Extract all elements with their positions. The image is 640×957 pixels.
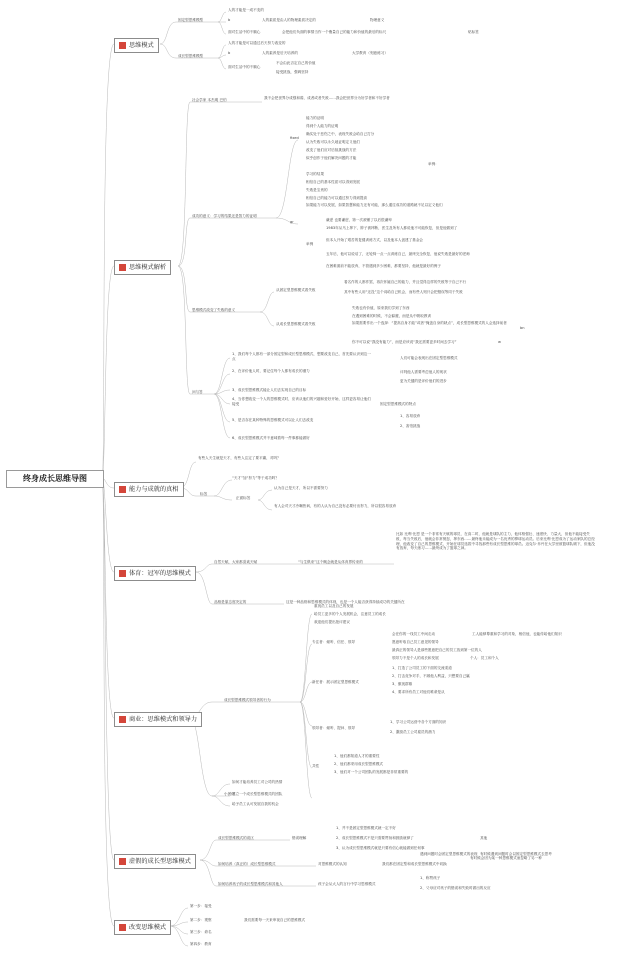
node-text[interactable]: gr	[290, 220, 294, 224]
node-text[interactable]: 自然天赋，大家都喜欢天赋	[214, 560, 258, 564]
node-text[interactable]: 从成长型思维模式看失败	[276, 322, 316, 326]
node-text[interactable]: 孩子会从大人的言行中学习思维模式	[318, 882, 376, 886]
node-text[interactable]: 其他	[480, 836, 488, 840]
node-text[interactable]: 错误理解	[292, 836, 307, 840]
node-text[interactable]: 成长型思维模式领导者的行为	[224, 698, 271, 702]
node-text[interactable]: 举例	[306, 242, 314, 246]
branch-label: 能力与成就的真相	[129, 486, 179, 493]
node-text[interactable]: 在遇到困难的时候，不会躲避，而是从中吸取教训	[352, 314, 432, 318]
branch-marker-icon	[119, 924, 126, 931]
node-text[interactable]: 1、称赞孩子	[420, 876, 441, 880]
node-text[interactable]: 正面标签	[236, 496, 251, 500]
node-text[interactable]: 新任者：展示固定型思维模式	[312, 680, 359, 684]
node-text[interactable]: 会把他们负面的事情当作一个衡量自己的能力和价值的最后的标尺	[282, 30, 387, 34]
node-text[interactable]: 五年后，他可以说话了，无轮椅一点一点训练自己，最终完全恢复，他说失败是最好的老师	[326, 252, 470, 256]
branch-marker-icon	[119, 42, 126, 49]
node-text[interactable]: 人的才能是可以通过后天努力改变的	[228, 41, 286, 45]
node-success-meaning[interactable]: 成功的意义：学习的结果还是智力的证明	[192, 214, 257, 218]
node-text[interactable]: 6、成长型思维模式并不意味着每一件事都能做好	[232, 436, 310, 440]
node-text[interactable]: b	[228, 51, 231, 55]
node-text[interactable]: 1、他们都知道人才的重要性	[334, 754, 380, 758]
node-text[interactable]: “与生俱来”这个概念就是从体育界传来的	[298, 560, 363, 564]
node-text[interactable]: 认为自己是天才，所以不需要努力	[274, 486, 328, 490]
node-text[interactable]: 得到个人能力的证明	[306, 124, 339, 128]
node-text[interactable]: 似乎创作于他们解决问题的才能	[306, 156, 357, 160]
node-text[interactable]: 但本人开始了艰苦的复健训练方式，以及他本人创建了基金会	[326, 238, 424, 242]
node-text[interactable]: 给予员工认可发展自我的机会	[232, 802, 279, 806]
node-text[interactable]: bn	[520, 326, 525, 330]
branch-marker-icon	[119, 570, 126, 577]
branch-label: 体育：冠军的思维模式	[129, 570, 191, 577]
node-text[interactable]: 5、是否存在某种特殊的思维模式可以让人们去改变	[232, 418, 314, 422]
branch-marker-icon	[119, 716, 126, 723]
node-text[interactable]: 确实处于悲伤之中，表现失败会给自己打分	[306, 132, 375, 136]
node-text[interactable]: 有时候遇到问题时会以固定型思维模式去思考	[480, 852, 552, 856]
node-text[interactable]: 重视员工以及自己的发展	[314, 604, 354, 608]
node-text[interactable]: 成长型思维模式的误区	[218, 836, 254, 840]
node-text[interactable]: 3、认为成长型思维模式就是只要有信心就能做到任何事	[336, 846, 425, 850]
branch-false-growth[interactable]	[114, 854, 196, 869]
node-text[interactable]: 失败也有价值，原来我们学到了东西	[352, 306, 410, 310]
node-text[interactable]: 3、他们对一个公司团队的发展都是非常重要的	[334, 770, 409, 774]
node-text[interactable]: 比如 比利·比恩 是一个非常有天赋的球员，在高二时，他就是球队的主力，他体格强壮、速度快、力量大，但他不能接受失败，每当失败后，他就会非常愤怒，摔东西……最终他未能成为一名优秀的棒球运动员。后来比利·比恩成为了运动家队的总经理，他改变了自己的思维模式，开始在球员选拔中寻找那些有成长型思维的球员。迈克尔·乔丹在大学里被篮球队刷下，但他没有放弃，每天练习……最终成为了篮球之神。	[396, 532, 595, 551]
node-text[interactable]: 第一步：接受	[190, 904, 212, 908]
node-text[interactable]: 1983年从马上摔下，脖子被摔断，医生及所有人都说他不可能恢复，但是他做到了	[326, 226, 458, 230]
branch-ability-truth[interactable]	[114, 482, 184, 497]
node-text[interactable]: 2、在评价他人时，要记住每个人都有成长的潜力	[232, 369, 310, 373]
node-text[interactable]: 2、父母应对孩子的错误和失败时做出的反应	[420, 886, 491, 890]
node-text[interactable]: 不会由此否定自己的价值	[276, 61, 316, 65]
node-text[interactable]: 社会学家 本杰明 巴伯	[192, 98, 227, 102]
node-text[interactable]: 2、激励员工公司雇员的潜力	[390, 730, 436, 734]
node-failure-meaning[interactable]: 思维模式改变了失败的意义	[192, 308, 236, 312]
node-text[interactable]: 遇到问题时会固定型思维模式的表现	[420, 852, 478, 856]
node-text[interactable]: 有些人天生就是天才，有些人注定了要平庸，对吗？	[198, 456, 281, 460]
node-text[interactable]: 对思维模式的认知	[318, 862, 347, 866]
branch-marker-icon	[119, 486, 126, 493]
node-text[interactable]: 1、打造了公司员工的下面的交流渠道	[392, 666, 452, 670]
node-text[interactable]: 领导者：倾听、提问、领导	[312, 726, 356, 730]
branch-mindset-analysis[interactable]	[114, 260, 171, 275]
branch-label: 思维模式	[129, 42, 154, 49]
node-text[interactable]: 面对生活中的不顺心	[228, 30, 261, 34]
node-text[interactable]: 面对生活中的不顺心	[228, 65, 261, 69]
node-text[interactable]: 改变了他们应对后续挑战的方法	[306, 148, 357, 152]
node-text[interactable]: 小团体	[224, 792, 235, 796]
node-text[interactable]: 2、他们都采用成长型思维模式	[334, 762, 384, 766]
node-text[interactable]: 有时候会因为某一种思维模式而忽略了另一种	[470, 856, 542, 860]
node-text[interactable]: 个人：员工和个人	[470, 656, 499, 660]
branch-label: 虚假的成长型思维模式	[129, 858, 191, 865]
node-fixed[interactable]: 固定型思维模型	[178, 18, 204, 22]
branch-business[interactable]	[114, 712, 202, 727]
node-text[interactable]: 贴标签	[468, 30, 479, 34]
branch-marker-icon	[119, 858, 126, 865]
node-text[interactable]: 有人会对天才冷嘲热讽，有的人认为自己没有必要付出努力，所以很容易放弃	[274, 504, 397, 508]
node-text[interactable]: 谦虚 也要谦虚，第一次被锤了以后很谦卑	[326, 218, 392, 222]
node-text[interactable]: 你不可以说“我没有能力”，而是应该说“我还需要更多时间去学习”	[352, 340, 457, 344]
node-text[interactable]: 相信自己的能力可以通过努力得到提高	[306, 196, 368, 200]
branch-sports[interactable]	[114, 566, 196, 581]
node-text[interactable]: 1、学习公司运营中各个方面的知识	[390, 720, 447, 724]
node-text[interactable]: 其中有些人用“还没”这个词给自己机会，而有些人则只会把错误等同于失败	[344, 290, 463, 294]
node-text[interactable]: 相信自己的基本性质可以得到发展	[306, 180, 360, 184]
node-text[interactable]: 这是一种品格和思维模式的体现，也是一个人能否获得持续成功的关键所在	[286, 600, 405, 604]
node-text[interactable]: 从固定型思维模式看失败	[276, 288, 316, 292]
node-label-tag[interactable]: 标签	[200, 492, 208, 496]
node-text[interactable]: 如果能力可以发展，如果智慧和能力还有可能，那么通往成功的道路就不足以定义他们	[306, 203, 443, 207]
branch-label: 改变思维模式	[129, 924, 167, 931]
branch-label: 思维模式解析	[129, 264, 167, 271]
node-text[interactable]: 人们可能会表现出在固定型思维模式	[400, 356, 458, 360]
node-text[interactable]: 如何才能培养员工对公司的热情	[232, 780, 283, 784]
branch-label: 商业：思维模式和领导力	[129, 716, 198, 723]
node-text[interactable]: 第四步：教育	[190, 942, 212, 946]
node-text[interactable]: 1、容易放弃	[400, 414, 421, 418]
node-text[interactable]: 第三步：命名	[190, 930, 212, 934]
node-text[interactable]: 认为失败可以永久地证明定义他们	[306, 140, 360, 144]
node-text[interactable]: w	[498, 340, 501, 344]
node-text[interactable]: 能力的证明	[306, 116, 324, 120]
node-text[interactable]: fixed	[290, 136, 299, 140]
node-text[interactable]: 人的才能是一成不变的	[228, 8, 264, 12]
node-growth[interactable]: 成长型思维模型	[178, 54, 204, 58]
node-text[interactable]: 人的素养是后天培养的	[262, 51, 298, 55]
node-text[interactable]: 4、要求所有员工对他们唯命是从	[392, 690, 445, 694]
node-text[interactable]: 愿意听取自己员工意见的领导	[392, 640, 439, 644]
node-text[interactable]: 如果需要作出一个选择：“提高自身才能”或者“掩盖自身的缺点”，成长型思维模式的人会选择前者	[352, 321, 507, 325]
node-text[interactable]: 建立一个成长型思维模式的团队	[232, 792, 283, 796]
node-text[interactable]: 会在你的一线员工中间走动	[392, 632, 436, 636]
node-text[interactable]: 如何培养（真正的）成长型思维模式	[218, 862, 276, 866]
branch-marker-icon	[119, 264, 126, 271]
node-text[interactable]: 评判他人需要考虑他人的现状	[400, 370, 447, 374]
node-text[interactable]: 第二步：观察	[190, 918, 212, 922]
node-qa[interactable]: 问与答	[192, 390, 203, 394]
node-text[interactable]: 我们都在固定型和成长型思维模式中切换	[382, 862, 447, 866]
node-text[interactable]: 品格是靠态度决定的	[214, 600, 247, 604]
node-text[interactable]: 固定型思维模式的特点	[380, 402, 416, 406]
node-text[interactable]: 2、打击竞争对手，不顾他人利益，只想要自己赢	[392, 674, 470, 678]
node-text[interactable]: 我们需要每一天来审视自己的思维模式	[244, 918, 306, 922]
node-text[interactable]: 4、当你想改变一个人的思维模式时，应该从他们的兴趣和爱好开始，这样更容易让他们接受	[232, 397, 371, 406]
node-text[interactable]: 领导力不是个人的成长和发展	[392, 656, 439, 660]
node-text[interactable]: 1、我们每个人都有一部分固定型和成长型思维模式，想要改变自己，首先要认识到这一点	[232, 352, 371, 361]
node-text[interactable]: 更为关键的是评价他们的进步	[400, 379, 447, 383]
branch-change-mindset[interactable]	[114, 920, 171, 935]
branch-mindset[interactable]	[114, 38, 159, 53]
node-text[interactable]: 专注者：倾听、信任、领导	[312, 640, 356, 644]
node-text[interactable]: 物理意义	[370, 18, 385, 22]
node-text[interactable]: 如何培养孩子的成长型思维模式和其他人	[218, 882, 283, 886]
node-text[interactable]: 欢迎他们提出批评建议	[314, 620, 350, 624]
node-text[interactable]: 学习的结果	[306, 172, 324, 176]
node-text[interactable]: 举例：	[428, 162, 439, 166]
node-text[interactable]: “天才”加“努力”等于成功吗？	[232, 476, 279, 480]
node-text[interactable]: 我不会把世界分成强和弱，成者或者失败……我会把世界分为好学者和不好学者	[264, 96, 390, 100]
node-text[interactable]: 在困难面前不能放弃，不管遇到多少困难，都要坚持，他就是最好的例子	[326, 264, 441, 268]
node-text[interactable]: 最真正的领导人是那些愿意把自己的员工放到第一位的人	[392, 648, 482, 652]
node-text[interactable]: 大学教育（刻意练习）	[352, 51, 388, 55]
node-text[interactable]: 人的素质是由人的物理素质决定的	[262, 18, 316, 22]
node-text[interactable]: 共性	[312, 764, 320, 768]
node-text[interactable]: 1、并不是固定型思维模式就一定不好	[336, 826, 396, 830]
node-text[interactable]: 2、害怕挑战	[400, 424, 421, 428]
node-text[interactable]: 给员工更多的个人发展机会，注意员工的成长	[314, 612, 386, 616]
node-text[interactable]: b	[228, 18, 231, 22]
root-node[interactable]: 终身成长思维导图	[6, 470, 104, 488]
node-text[interactable]: 工人能够尊重和学习的对象，相信他，也能传给他们知识	[472, 632, 562, 636]
node-text[interactable]: 失败是宝贵的	[306, 188, 328, 192]
node-text[interactable]: 2、成长型思维模式不是只需要赞扬和鼓励就够了	[336, 836, 414, 840]
node-text[interactable]: 3、傲视群雄	[392, 682, 413, 686]
node-text[interactable]: 3、成长型思维模式能让人们去实现自己的目标	[232, 388, 307, 392]
node-text[interactable]: 接受挑战，强调坚持	[276, 70, 309, 74]
node-text[interactable]: 看名作的人都作罢，再次怀疑自己的能力，并且觉得这样的失败等于自己不行	[344, 280, 467, 284]
